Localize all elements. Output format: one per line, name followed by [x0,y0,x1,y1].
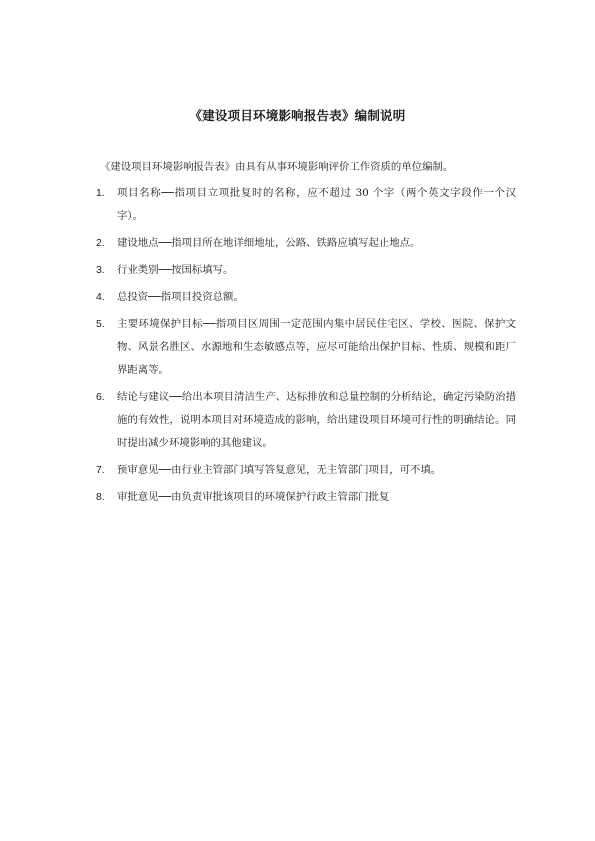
list-item [96,232,516,255]
item-text: 总投资──指项目投资总额。 [117,291,244,303]
instruction-list [96,182,516,513]
item-number: 2. [96,238,105,249]
item-number: 1. [96,188,105,199]
item-text: 项目名称──指项目立项批复时的名称，应不超过 30 个字（两个英文字段作一个汉字）。 [117,187,516,222]
item-text: 主要环境保护目标──指项目区周围一定范围内集中居民住宅区、学校、医院、保护文物、风景名胜区、水源地和生态敏感点等，应尽可能给出保护目标、性质、规模和距厂界距离等。 [117,318,516,376]
list-item [96,182,516,228]
item-text: 结论与建议──给出本项目清洁生产、达标排放和总量控制的分析结论，确定污染防治措施的有效性，说明本项目对环境造成的影响，给出建设项目环境可行性的明确结论。同时提出减少环境影响的其他建议。 [117,391,516,449]
list-item [96,459,516,482]
item-number: 5. [96,319,105,330]
item-number: 4. [96,292,105,303]
list-item [96,259,516,282]
item-number: 3. [96,265,105,276]
item-text: 审批意见──由负责审批该项目的环境保护行政主管部门批复 [117,491,390,503]
list-item [96,286,516,309]
item-number: 8. [96,492,105,503]
list-item [96,313,516,382]
intro-paragraph: 《建设项目环境影响报告表》由具有从事环境影响评价工作资质的单位编制。 [100,161,454,173]
item-number: 6. [96,392,105,403]
item-text: 行业类别──按国标填写。 [117,264,234,276]
item-text: 预审意见──由行业主管部门填写答复意见，无主管部门项目，可不填。 [117,464,442,476]
item-number: 7. [96,465,105,476]
list-item [96,386,516,455]
document-title: 《建设项目环境影响报告表》编制说明 [189,108,406,123]
item-text: 建设地点──指项目所在地详细地址，公路、铁路应填写起止地点。 [117,237,421,249]
list-item [96,486,516,509]
